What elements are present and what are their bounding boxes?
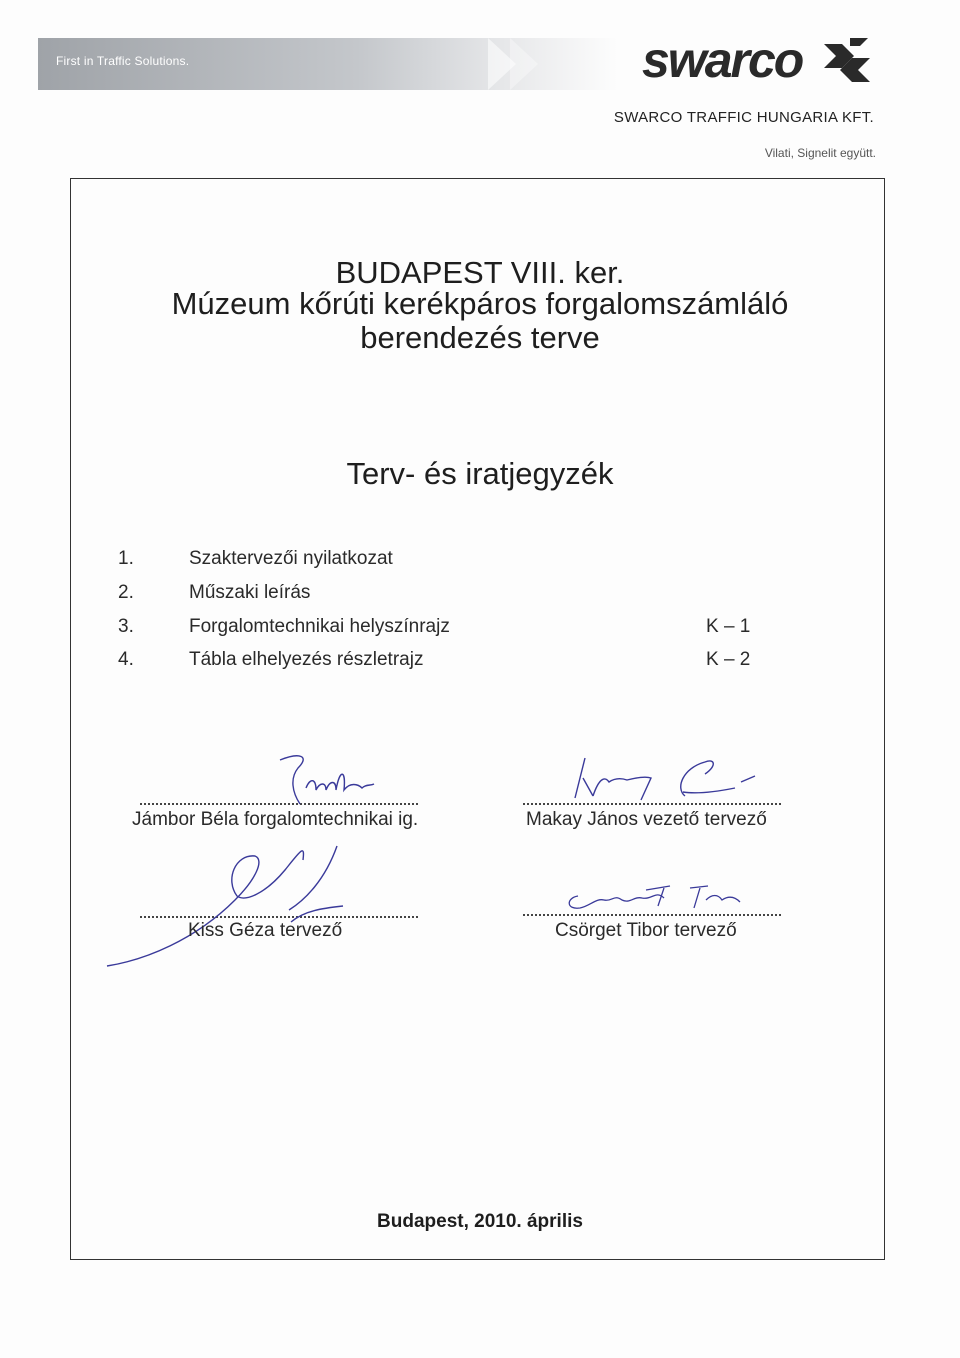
title-line-1: BUDAPEST VIII. ker. [335,255,625,290]
list-item [0,616,960,646]
signer-name: Csörget Tibor tervező [555,920,737,941]
item-code: K – 1 [706,616,751,637]
document-list-heading: Terv- és iratjegyzék [346,456,614,491]
header-banner [38,38,618,90]
company-slogan: Vilati, Signelit együtt. [764,146,876,160]
signature-jambor [270,748,380,808]
tagline: First in Traffic Solutions. [56,54,190,68]
item-number: 3. [118,616,134,637]
signature-csorget [560,880,780,920]
list-item [0,582,960,612]
logo-chevron-icon [820,36,874,90]
signature-makay [565,748,775,808]
signer-name: Makay János vezető tervező [526,809,767,830]
list-item [0,649,960,679]
list-item [0,548,960,578]
item-number: 1. [118,548,134,569]
item-number: 2. [118,582,134,603]
signer-name: Kiss Géza tervező [188,920,343,941]
title-line-2: Múzeum kőrúti kerékpáros forgalomszámláló [171,286,789,321]
banner-chevron [510,38,538,90]
title-line-3: berendezés terve [360,320,600,355]
signature-kiss [105,840,365,980]
company-name: SWARCO TRAFFIC HUNGARIA KFT. [613,109,874,126]
item-code: K – 2 [706,649,751,670]
item-label: Szaktervezői nyilatkozat [189,548,393,569]
signer-name: Jámbor Béla forgalomtechnikai ig. [132,809,419,830]
logo-wordmark: swarco [642,32,803,88]
document-date: Budapest, 2010. április [377,1211,583,1232]
item-number: 4. [118,649,134,670]
item-label: Tábla elhelyezés részletrajz [189,649,424,670]
item-label: Forgalomtechnikai helyszínrajz [189,616,450,637]
item-label: Műszaki leírás [189,582,311,603]
swarco-logo [642,30,882,96]
